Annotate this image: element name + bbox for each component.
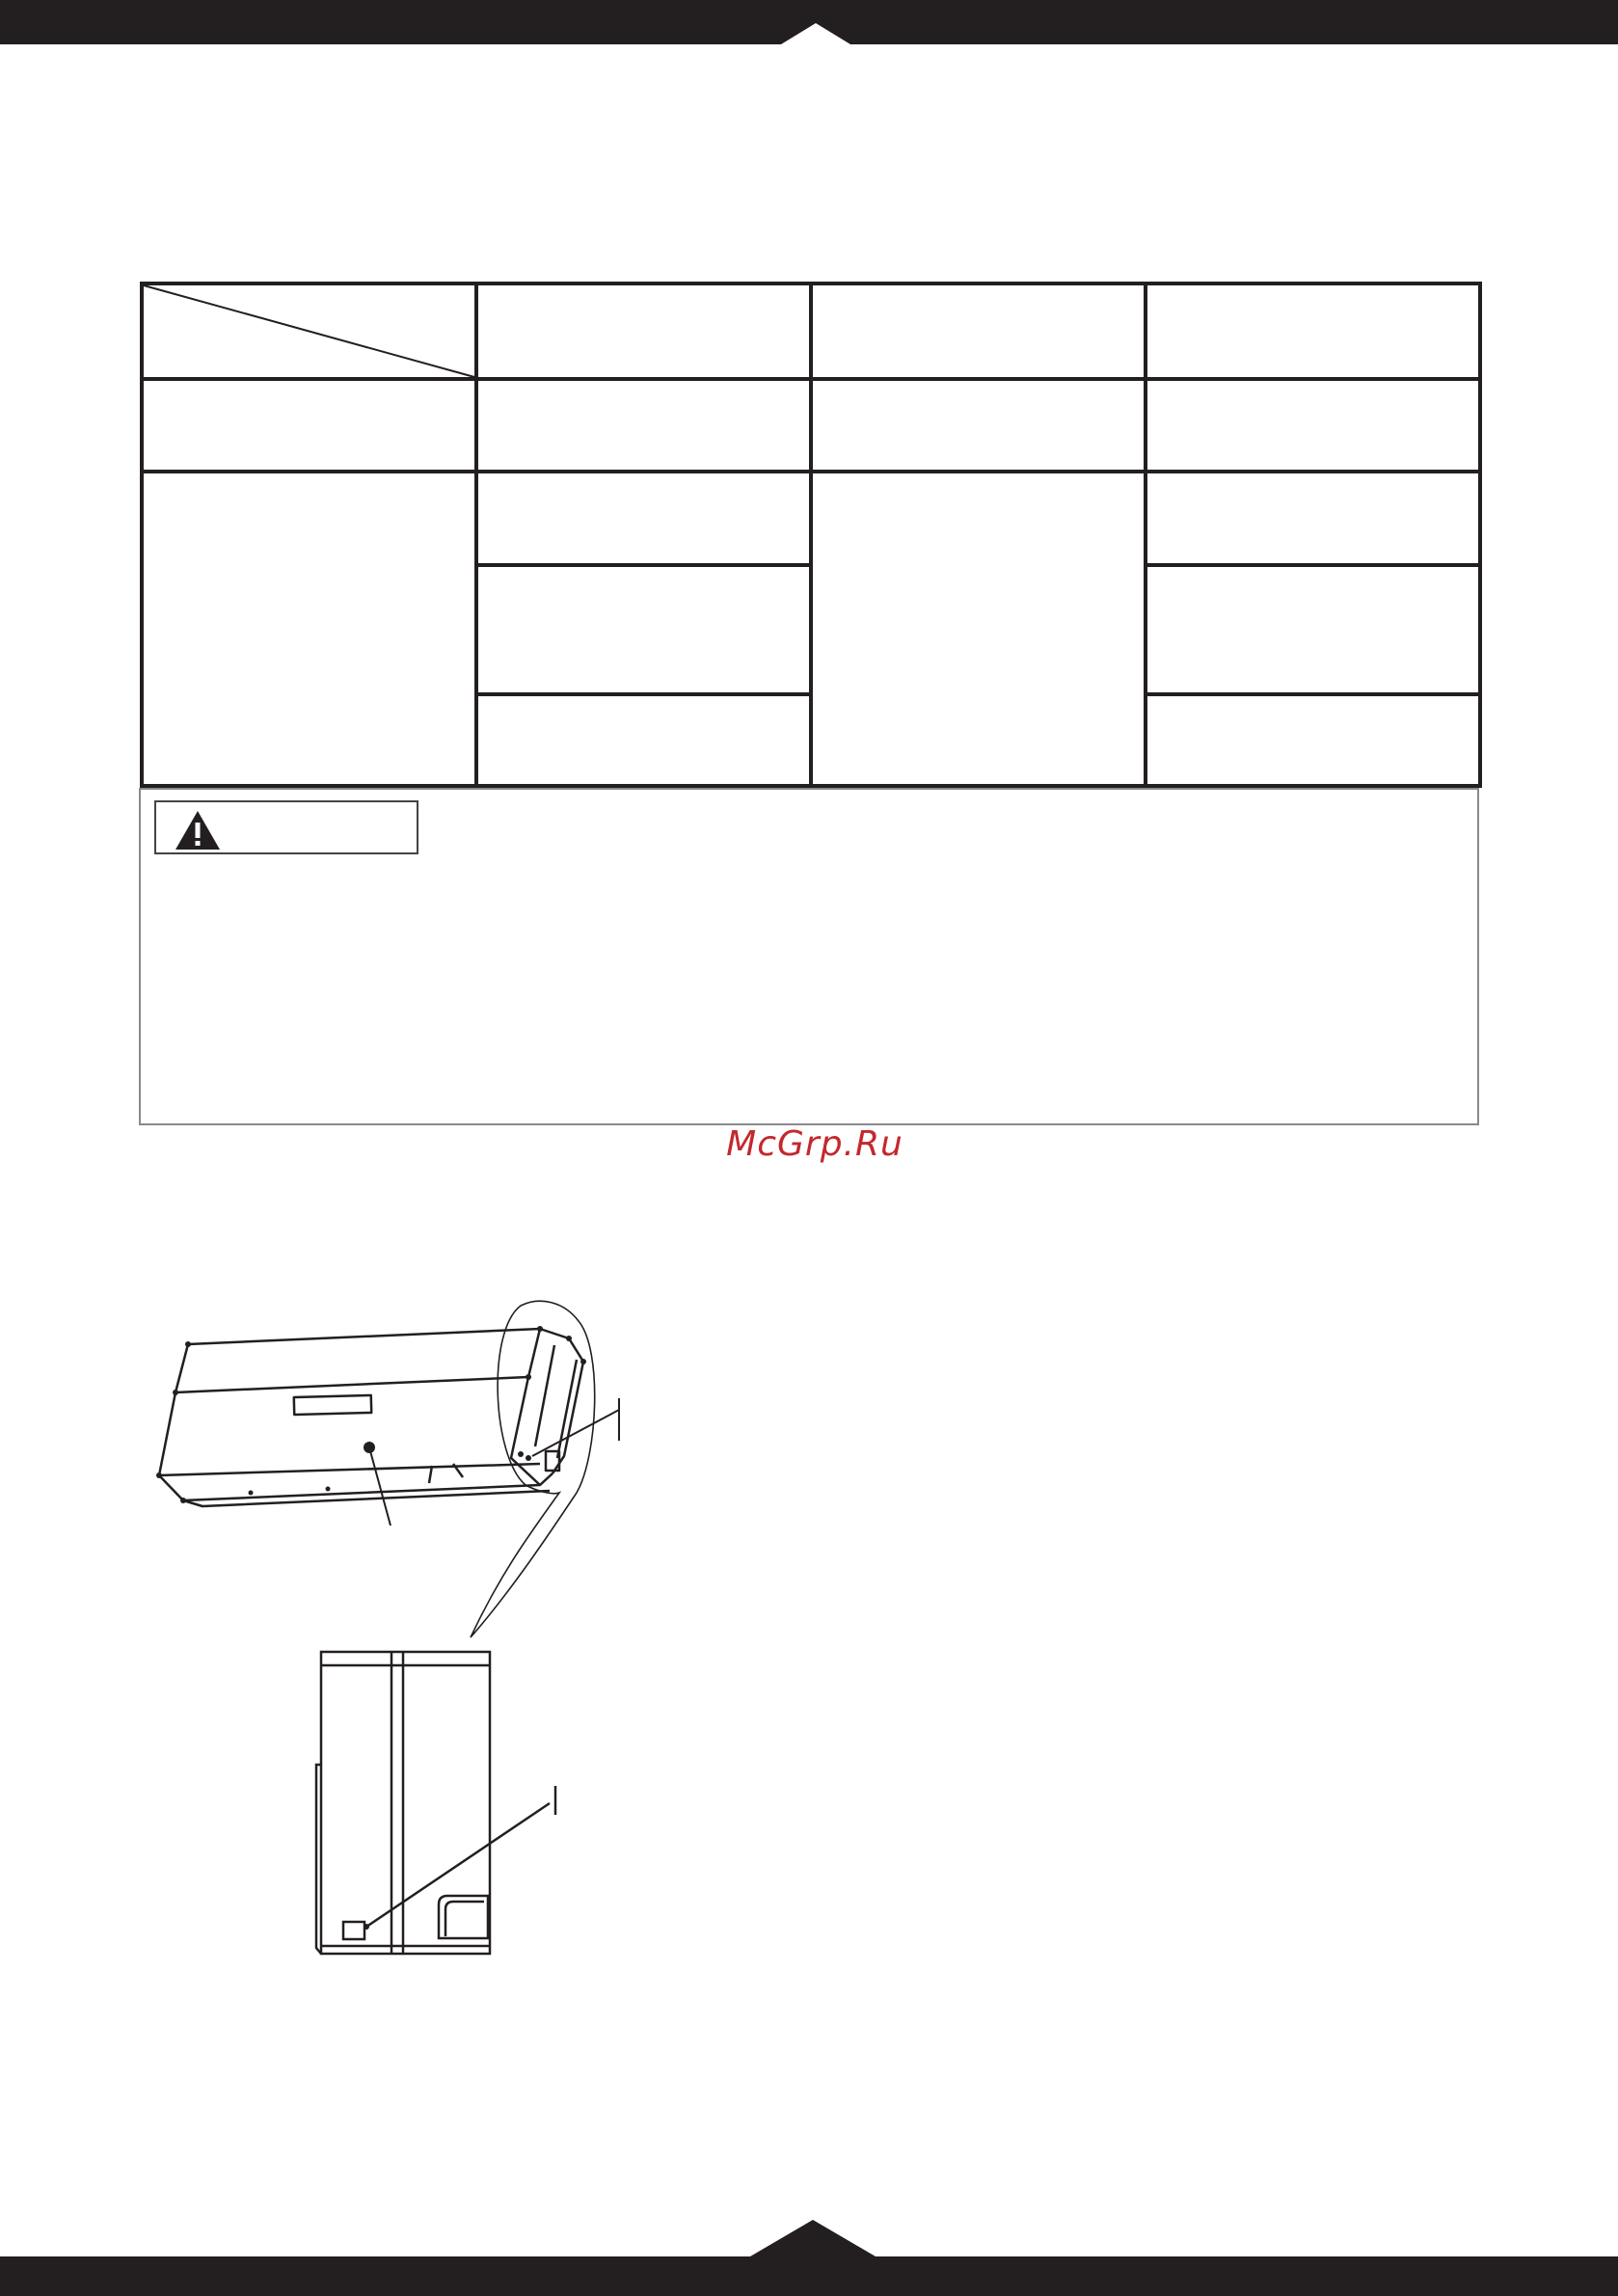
spec-table: [140, 282, 1482, 788]
indoor-unit-drawing: [159, 1329, 583, 1506]
warning-label: [154, 800, 418, 854]
watermark: McGrp.Ru: [726, 1124, 903, 1164]
warning-box: [139, 788, 1479, 1125]
warning-triangle-icon: [174, 809, 222, 851]
top-bar: [0, 0, 1618, 44]
side-view-detail-drawing: [316, 1652, 555, 1954]
header-diagonal: [144, 285, 474, 377]
bottom-bar: [0, 2256, 1618, 2296]
